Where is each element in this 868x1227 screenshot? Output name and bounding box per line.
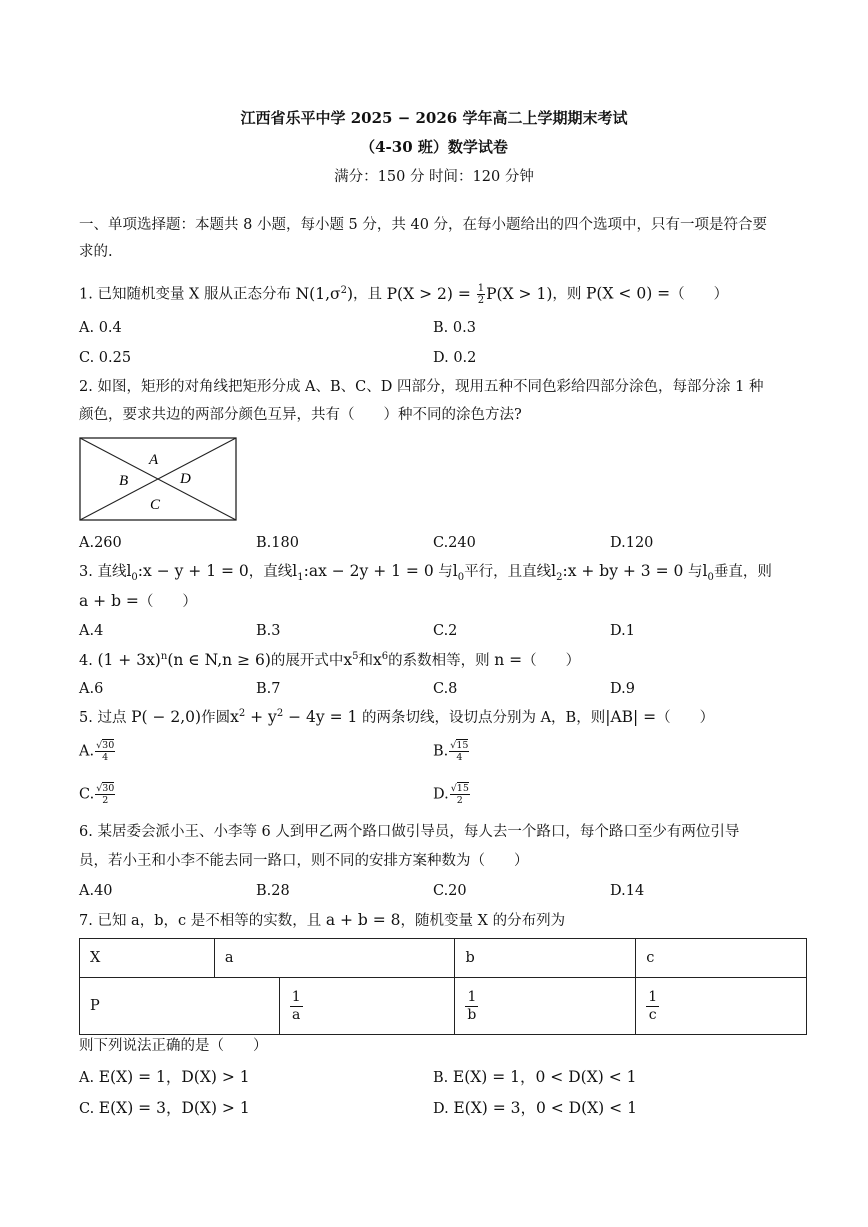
exam-subtitle: （4-30 班）数学试卷 [360,138,508,156]
q7-option-d: D. E(X) = 3，0 < D(X) < 1 [433,1099,637,1117]
q1-option-b: B. 0.3 [433,320,476,336]
question-1-text: 1. 已知随机变量 X 服从正态分布 [79,286,296,303]
q6-option-c: C.20 [433,883,467,899]
question-2-line2: 颜色，要求共边的两部分颜色互异，共有（ ）种不同的涂色方法? [79,407,522,423]
question-3-line1: 3. 直线$l_0:x - y + 1 = 0$，直线$l_1:ax - 2y + 1 = 0$ 与$l_0$平行，且直线$l_2:x$ + by + 3 = 0 与$l_0$垂直，则 [79,562,772,584]
table-row [80,978,807,1035]
q4-option-d: D.9 [610,681,635,697]
rectangle-diagonal-figure [79,437,237,521]
q1-option-a: A. 0.4 [79,320,122,336]
q4-option-b: B.7 [256,681,281,697]
section-heading-line2: 求的. [79,244,113,260]
q2-option-a: A.260 [79,535,122,551]
q1-option-c: C. 0.25 [79,350,132,366]
table-cell: $\frac{1}{c}$ [636,978,807,1035]
table-cell: a [214,939,455,978]
q2-option-b: B.180 [256,535,299,551]
q7-option-a: A. E(X) = 1，D(X) > 1 [79,1068,250,1086]
question-6-line1: 6. 某居委会派小王、小李等 6 人到甲乙两个路口做引导员，每人去一个路口，每个路口至少有两位引导 [79,824,740,840]
q5-option-b: B. $\frac{√15}{4}$ [433,740,469,763]
table-cell: P [80,978,280,1035]
exam-title: 江西省乐平中学 2025 − 2026 学年高二上学期期末考试 [240,109,628,127]
q5-option-d: D. $\frac{√15}{2}$ [433,783,469,806]
distribution-table [79,938,807,1035]
question-3-line2: a + b =（ ） [79,592,197,610]
figure-label-d: D [180,471,191,487]
figure-label-a: A [149,452,159,468]
q5-option-a: A. $\frac{√30}{4}$ [79,740,115,763]
q3-option-d: D.1 [610,623,635,639]
q6-option-b: B.28 [256,883,290,899]
table-cell: b [455,939,636,978]
q3-option-a: A.4 [79,623,104,639]
question-5: 5. 过点 P( − 2,0)作圆$x^2 + y^2 - 4y = 1$ 的两条切线，设切点分别为 A，B，则|AB| =（ ） [79,707,715,726]
q7-option-b: B. E(X) = 1，0 < D(X) < 1 [433,1068,637,1086]
question-1: 1. 已知随机变量 X 服从正态分布 $N(1,\sigma^2)$，且 P(X > 2) = $\frac{1}{2}$ P(X > 1)，则 P(X < 0) =（ ） [79,283,729,306]
section-heading-line1: 一、单项选择题：本题共 8 小题，每小题 5 分，共 40 分，在每小题给出的四个选项中，只有一项是符合要 [79,217,768,233]
q1-option-d: D. 0.2 [433,350,477,366]
table-cell: X [80,939,215,978]
question-7-prompt: 则下列说法正确的是（ ） [79,1038,268,1054]
figure-label-c: C [150,497,161,513]
q7-option-c: C. E(X) = 3，D(X) > 1 [79,1099,250,1117]
q6-option-a: A.40 [79,883,113,899]
table-cell: c [636,939,807,978]
question-6-line2: 员，若小王和小李不能去同一路口，则不同的安排方案种数为（ ） [79,853,529,869]
q4-option-c: C.8 [433,681,458,697]
table-row [80,939,807,978]
q5-option-c: C. $\frac{√30}{2}$ [79,783,115,806]
figure-label-b: B [119,473,129,489]
q2-option-c: C.240 [433,535,476,551]
q2-option-d: D.120 [610,535,654,551]
q4-option-a: A.6 [79,681,104,697]
q3-option-c: C.2 [433,623,458,639]
q3-option-b: B.3 [256,623,281,639]
table-cell: $\frac{1}{a}$ [279,978,455,1035]
question-7: 7. 已知 a，b，c 是不相等的实数，且 a + b = 8，随机变量 X 的分布列为 [79,911,566,929]
question-4: 4. $(1 + 3x)^n(n$ ∈ N,n ≥ 6)的展开式中$x^5$和$x^6$的系数相等，则 n =（ ） [79,650,581,669]
exam-info: 满分：150 分 时间：120 分钟 [334,169,534,185]
q6-option-d: D.14 [610,883,645,899]
table-cell: $\frac{1}{b}$ [455,978,636,1035]
question-2-line1: 2. 如图，矩形的对角线把矩形分成 A、B、C、D 四部分，现用五种不同色彩给四部分涂色，每部分涂 1 种 [79,379,764,395]
